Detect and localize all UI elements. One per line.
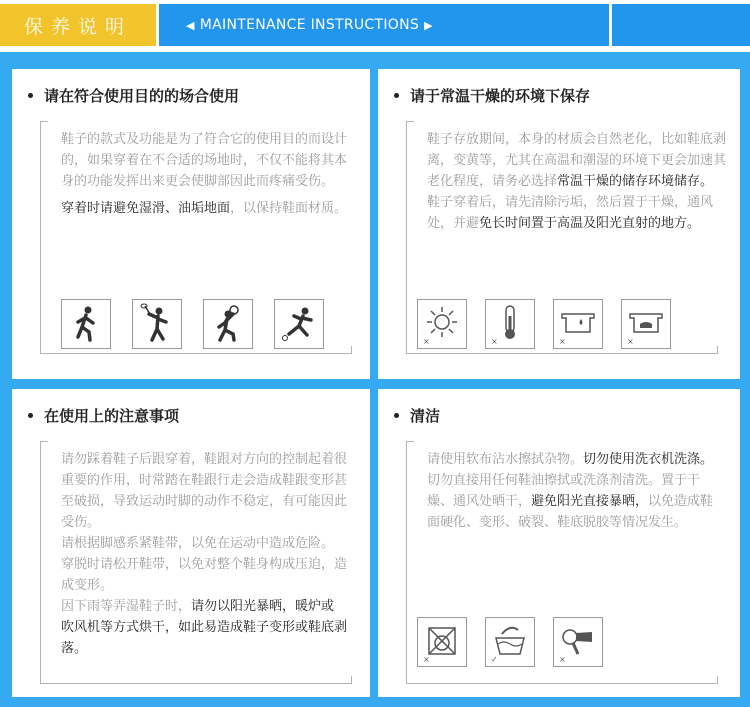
svg-text:×: × (627, 337, 634, 346)
card-frame (406, 121, 727, 354)
card-title-text: 在使用上的注意事项 (44, 407, 180, 425)
header-title-en-bar (159, 4, 609, 46)
paragraph: 请勿踩着鞋子后跟穿着，鞋跟对方向的控制起着很重要的作用，时常踏在鞋跟行走会造成鞋跟变形甚至破损，导致运动时脚的动作不稳定，有可能因此受伤。 (61, 452, 348, 530)
paragraph-text: 因下雨等弄湿鞋子时， (61, 599, 192, 614)
card-title (28, 85, 239, 106)
highlight-text: 免长时间置于高温及阳光直射的地方。 (479, 216, 701, 231)
card-frame (40, 441, 352, 684)
icon-row (417, 299, 671, 349)
card-body (61, 129, 353, 219)
sun-icon (417, 299, 467, 349)
header-title-cn: 保养说明 (0, 4, 156, 46)
svg-text:×: × (491, 337, 498, 346)
paragraph: 请根据脚感系紧鞋带，以免在运动中造成危险。 (61, 536, 335, 551)
no-washing-machine-icon (417, 617, 467, 667)
basketball-player-icon (203, 299, 253, 349)
running-figure-icon (61, 299, 111, 349)
paragraph-text: ，以保持鞋面材质。 (230, 201, 348, 216)
highlight-text: 穿着时请避免湿滑、油垢地面 (61, 201, 231, 216)
card-title-text: 请于常温干燥的环境下保存 (410, 87, 591, 105)
card-cleaning (378, 389, 740, 697)
paragraph: 鞋子的款式及功能是为了符合它的使用目的而设计的，如果穿着在不合适的场地时，不仅不能将其本身的功能发挥出来更会使脚部因此而疼痛受伤。 (61, 132, 348, 189)
highlight-text: 避免阳光直接暴晒， (531, 494, 649, 509)
dry-storage-icon (621, 299, 671, 349)
icon-row (61, 299, 324, 349)
card-usage-occasion (12, 69, 370, 379)
header-bar (0, 0, 750, 52)
card-body (61, 449, 347, 659)
paragraph-text: 请使用软布沾水擦拭杂物。 (427, 452, 584, 467)
paragraph (61, 198, 353, 219)
tennis-player-icon (132, 299, 182, 349)
paragraph-text: 以免造成鞋面硬化、变形、破裂、鞋底脱胶等情况发生。 (427, 494, 714, 530)
card-frame (40, 121, 352, 354)
soccer-kick-icon (274, 299, 324, 349)
svg-text:×: × (559, 655, 566, 664)
card-body (427, 129, 727, 234)
paragraph: 穿脱时请松开鞋带，以免对整个鞋身构成压迫，造成变形。 (61, 557, 348, 593)
left-arrow-icon: ◀ (186, 18, 195, 32)
card-title-text: 请在符合使用目的的场合使用 (44, 87, 240, 105)
paragraph (427, 192, 727, 234)
svg-text:×: × (423, 337, 430, 346)
thermometer-icon (485, 299, 535, 349)
humidity-icon (553, 299, 603, 349)
hand-wash-icon (485, 617, 535, 667)
header-blank-block (612, 4, 750, 46)
no-hair-dryer-icon (553, 617, 603, 667)
paragraph (61, 596, 347, 659)
card-body (427, 449, 719, 533)
svg-text:✓: ✓ (491, 655, 498, 664)
card-title (28, 405, 179, 426)
svg-text:×: × (423, 655, 430, 664)
card-storage (378, 69, 740, 379)
paragraph-text: 鞋子穿着后，请先清除污垢，然后置于干燥，通风处，并避 (427, 195, 714, 231)
card-frame (406, 441, 718, 684)
paragraph-text: 切勿直接用任何鞋油擦拭或洗涤剂清洗。置于干燥、通风处晒干， (427, 473, 701, 509)
card-title (394, 85, 590, 106)
svg-text:×: × (559, 337, 566, 346)
card-title (394, 405, 440, 426)
paragraph (427, 129, 727, 192)
paragraph-text: 鞋子存放期间，本身的材质会自然老化，比如鞋底剥离，变黄等，尤其在高温和潮湿的环境下更会加速其老化程度，请务必选择 (427, 132, 727, 189)
header-title-en: MAINTENANCE INSTRUCTIONS (199, 17, 420, 33)
bullet-icon (28, 93, 33, 98)
bullet-icon (28, 413, 33, 418)
card-usage-notes (12, 389, 370, 697)
highlight-text: 请勿以阳光暴晒，暖炉或吹风机等方式烘干，如此易造成鞋子变形或鞋底剥落。 (61, 599, 348, 656)
bullet-icon (394, 413, 399, 418)
highlight-text: 切勿使用洗衣机洗涤。 (583, 452, 714, 467)
card-title-text: 清洁 (410, 407, 441, 425)
highlight-text: 常温干燥的储存环境储存。 (557, 174, 714, 189)
bullet-icon (394, 93, 399, 98)
right-arrow-icon: ▶ (424, 18, 433, 32)
paragraph (427, 449, 719, 533)
icon-row (417, 617, 603, 667)
